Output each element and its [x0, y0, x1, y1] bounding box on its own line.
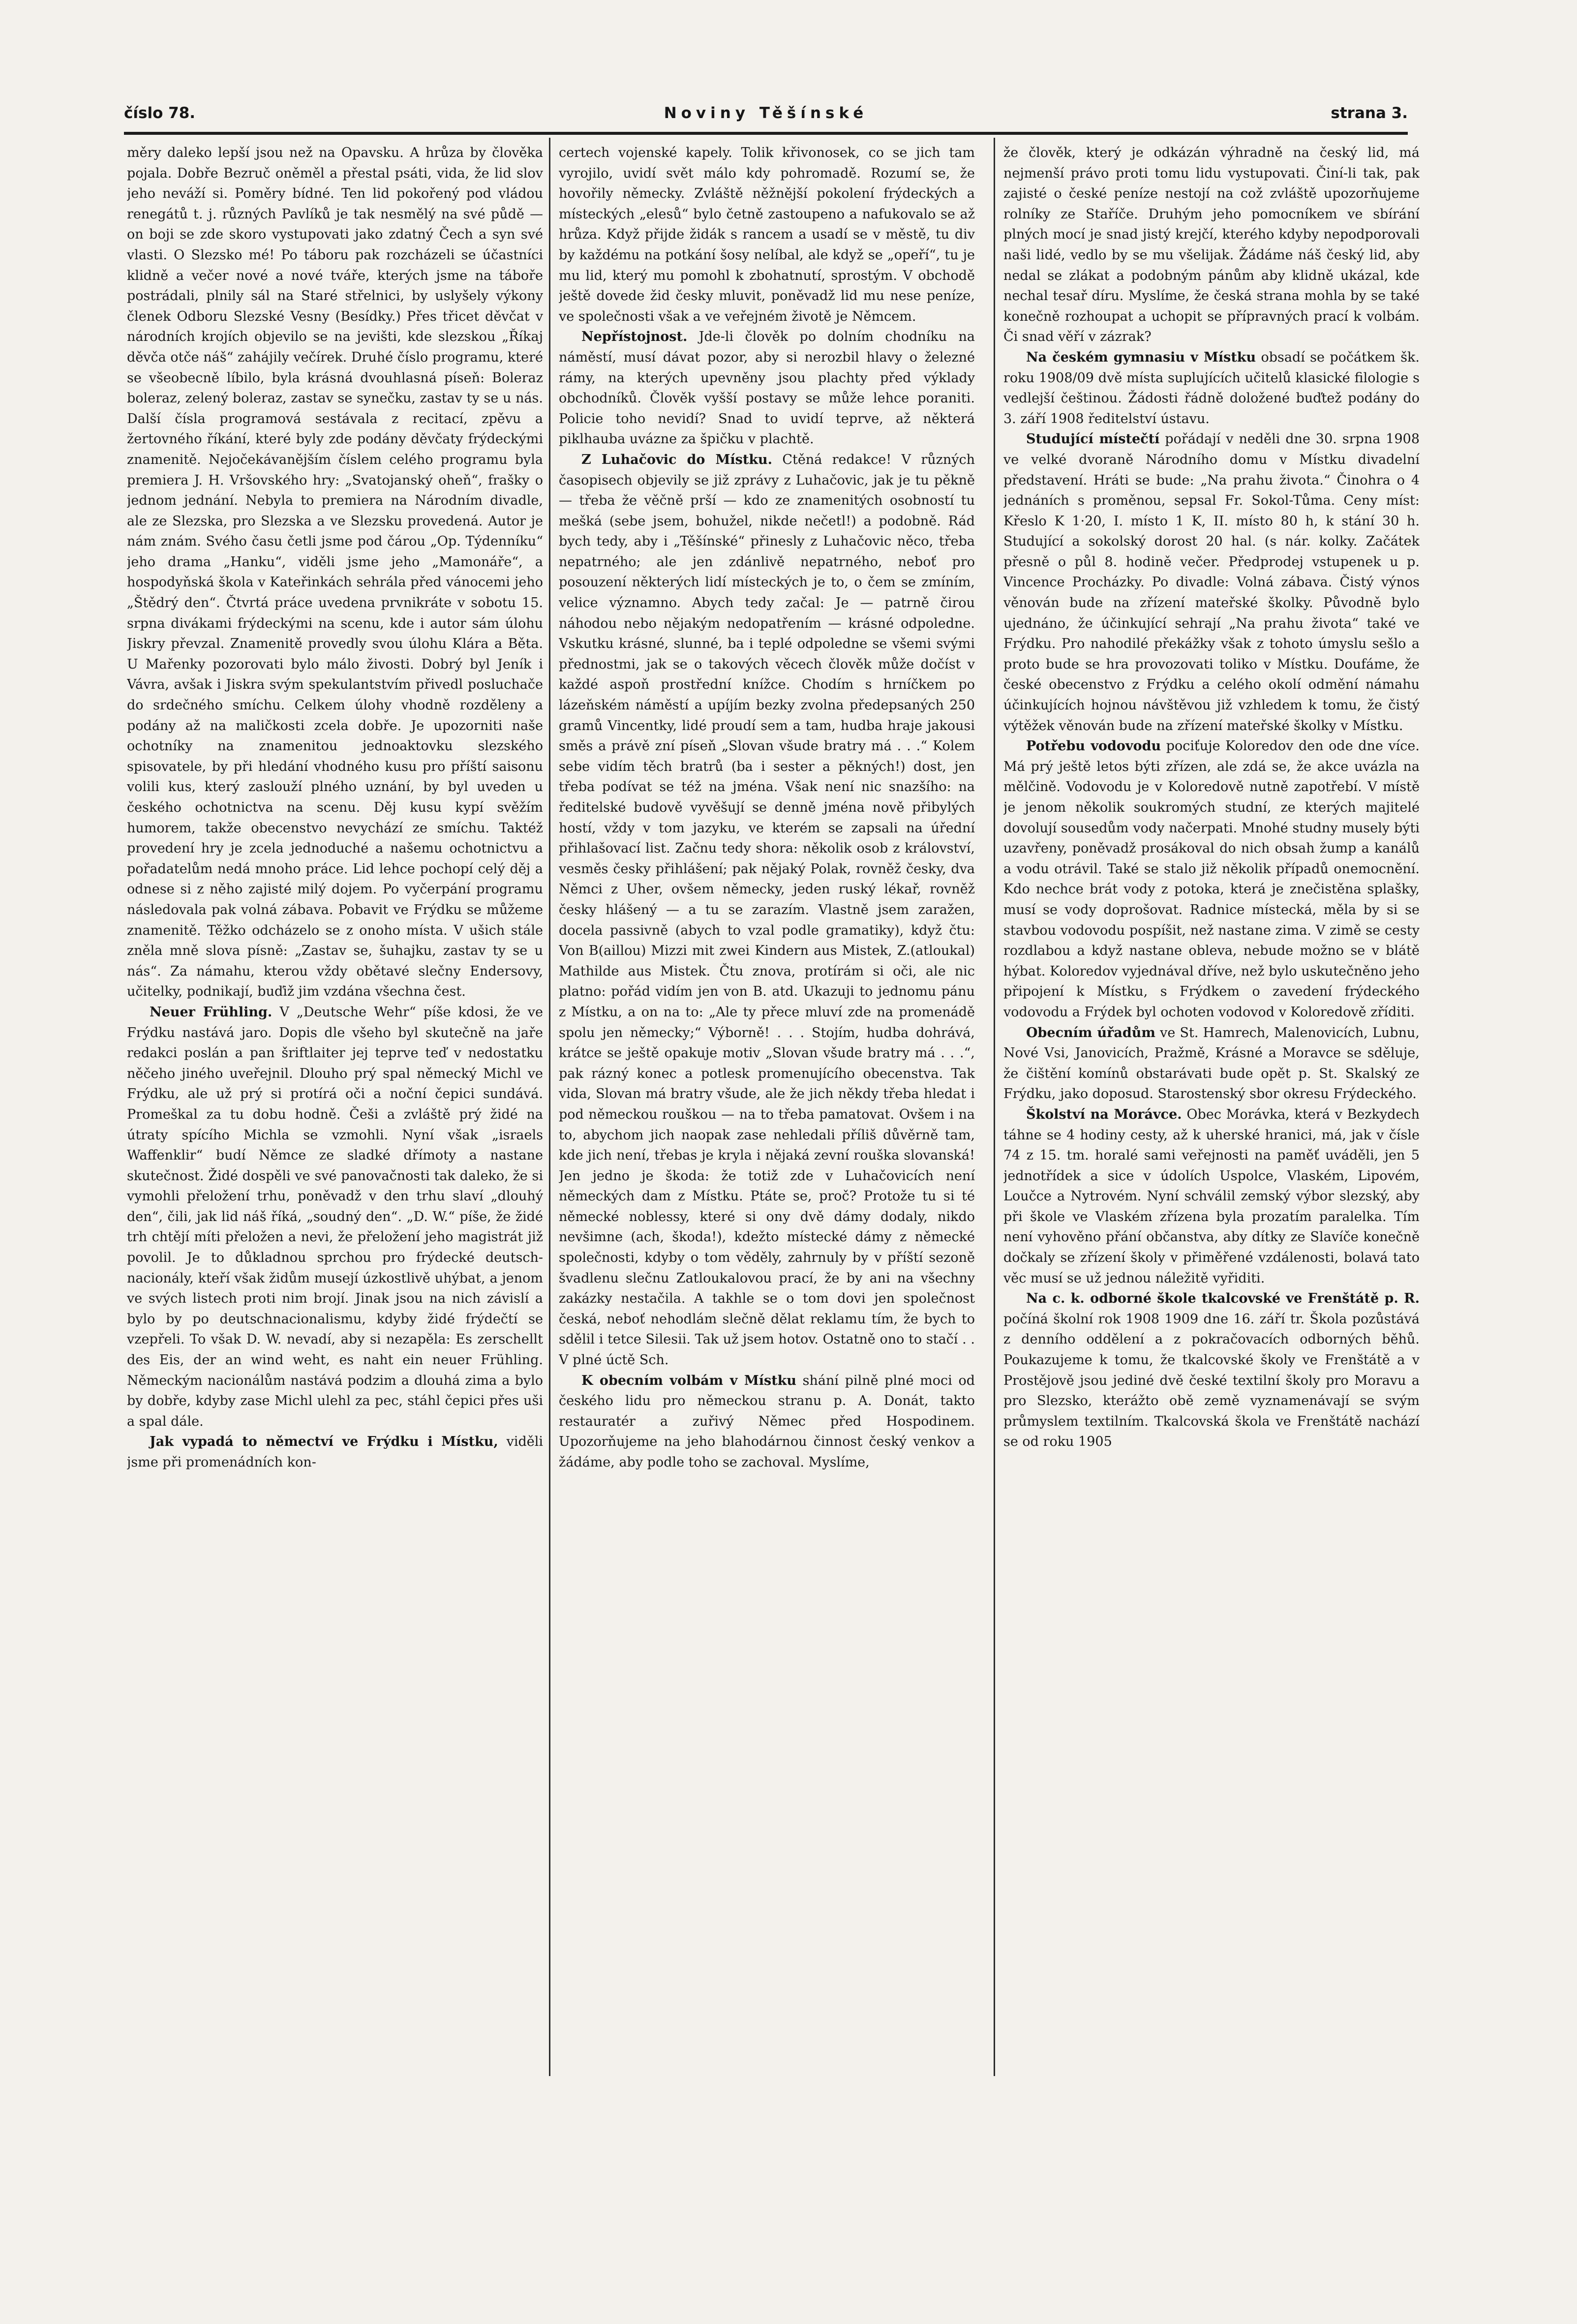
article-text: že člověk, který je odkázán výhradně na český lid, má nejmenší právo proti tomu lidu vystupovati. Činí-li tak, pak zajisté o české peníze nestojí na což zvláště upozorňujeme rolníky ze Staříče. Druhým jeho pomocníkem ve sbírání plných mocí je snad jistý krejčí, kterého kdyby nepodporovali naši lidé, vedlo by se mu všelijak. Žádáme náš český lid, aby nedal se zlákat a podobným pánům aby klidně ukázal, kde nechal tesař díru. Myslíme, že česká strana mohla by se také konečně rozhoupat a uchopit se přípravných prací k volbám. Či snad věří v zázrak? [1003, 145, 1420, 345]
article-headline: Na českém gymnasiu v Místku [1026, 349, 1256, 365]
article-headline: Na c. k. odborné škole tkalcovské ve Frenštátě p. R. [1026, 1291, 1420, 1307]
article-paragraph [1003, 1288, 1420, 1452]
article-paragraph [127, 1432, 543, 1472]
article-paragraph [127, 143, 543, 1002]
article-headline: Nepřístojnost. [581, 329, 688, 345]
column-divider [994, 138, 995, 2076]
column-divider [549, 138, 550, 2076]
article-text: Jde-li člověk po dolním chodníku na náměstí, musí dávat pozor, aby si nerozbil hlavy o železné rámy, na kterých upevněny jsou plachty před výklady obchodníků. Člověk vyšší postavy se může lehce poraniti. Policie toho nevidí? Snad to uvidí teprve, až některá piklhauba uvázne za špičku v plachtě. [559, 329, 975, 447]
article-text: pořádají v neděli dne 30. srpna 1908 ve velké dvoraně Národního domu v Místku divadelní představení. Hráti se bude: „Na prahu života.“ Činohra o 4 jednáních s proměnou, sepsal Fr. Sokol-Tůma. Ceny míst: Křeslo K 1·20, I. místo 1 K, II. místo 80 h, k stání 30 h. Studující a sokolský dorost 20 hal. (s nár. kolky. Začátek přesně o půl 8. hodině večer. Předprodej vstupenek u p. Vincence Procházky. Po divadle: Volná zábava. Čistý výnos věnován bude na zřízení mateřské školky. Původně bylo ujednáno, že účinkující sehrají „Na prahu života“ také ve Frýdku. Pro nahodilé překážky však z tohoto úmyslu sešlo a proto bude se hra provozovati toliko v Místku. Doufáme, že české obecenstvo z Frýdku a celého okolí odmění námahu účinkujících hojnou návštěvou již vzhledem k tomu, že čistý výtěžek věnován bude na zřízení mateřské školky v Místku. [1003, 431, 1420, 734]
article-headline: Studující místečtí [1026, 431, 1160, 447]
article-text: pociťuje Koloredov den ode dne více. Má prý ještě letos býti zřízen, ale zdá se, že akce uvázla na mělčině. Vodovodu je v Koloredově nutně zapotřebí. V místě je jenom několik soukromých studní, ze kterých majitelé dovolují sousedům vody načerpati. Mnohé studny musely býti uzavřeny, poněvadž prosákoval do nich obsah žump a kanálů a vodu otrávil. Také se stalo již několik případů onemocnění. Kdo nechce brát vody z potoka, která je znečistěna splašky, musí se vody doprošovat. Radnice místecká, měla by si se stavbou vodovodu pospíšit, než nastane zima. V zimě se cesty rozdlabou a když nastane obleva, nebude možno se v blátě hýbat. Koloredov vyjednával dříve, než bylo uskutečněno jeho připojení k Místku, s Frýdkem o zavedení frýdeckého vodovodu a Frýdek byl ochoten vodovod v Koloredově zříditi. [1003, 738, 1420, 1020]
article-text: viděli jsme při promenádních kon- [127, 1434, 543, 1470]
article-column-1 [127, 143, 543, 2120]
article-text: Ctěná redakce! V různých časopisech objevily se již zprávy z Luhačovic, jak je tu pěkně — třeba že věčně prší — kdo ze znamenitých osobností tu mešká (sebe jsem, bohužel, nikde nečetl!) a podobně. Rád bych tedy, aby i „Těšínské“ přinesly z Luhačovic něco, třeba nepatrného; ale jen zdánlivě nepatrného, neboť pro posouzení některých lidí místeckých je to, o čem se zmíním, velice významno. Abych tedy začal: Je — patrně čirou náhodou nebo nějakým nedopatřením — krásné odpoledne. Vskutku krásné, slunné, ba i teplé odpoledne se všemi svými přednostmi, jak se o takových věcech člověk může dočíst v každé aspoň prostřední knížce. Chodím s hrníčkem po lázeňském náměstí a upíjím bezky zvolna předepsaných 250 gramů Vincentky, lidé proudí sem a tam, hudba hraje jakousi směs a právě zní píseň „Slovan všude bratry má . . .“ Kolem sebe vidím těch bratrů (ba i sester a pěkných!) dost, jen třeba podívat se též na jména. Však není nic snazšího: na ředitelské budově vyvěšují se denně jména nově přibylých hostí, vždy v tom jazyku, ve kterém se zapsali na úřední přihlašovací list. Začnu tedy shora: několik osob z království, vesměs česky přihlášení; pak nějaký Polak, rovněž česky, dva Němci z Uher, ovšem německy, jeden ruský lékař, rovněž česky hlášený — a tu se zarazím. Vlastně jsem zaražen, docela passivně (abych to vzal podle gramatiky), když čtu: Von B(aillou) Mizzi mit zwei Kindern aus Mistek, Z.(atloukal) Mathilde aus Mistek. Čtu znova, protírám si oči, ale nic platno: pořád vidím jen von B. atd. Ukazuji to jednomu pánu z Místku, a on na to: „Ale ty přece mluví zde na promenádě spolu jen německy;“ Výborně! . . . Stojím, hudba dohrává, krátce se ještě opakuje motiv „Slovan všude bratry má . . .“, pak rázný konec a potlesk promenujícího obecenstva. Tak vida, Slovan má bratry všude, ale že jich někdy třeba hledat i pod německou rouškou — na to třeba pamatovat. Ovšem i na to, abychom jich naopak zase nehledali příliš důvěrně tam, kde jich není, třebas je kryla i nějaká zevní rouška slovanská! Jen jedno je škoda: že totiž zde v Luhačovicích není německých dam z Místku. Ptáte se, proč? Protože tu si té německé noblessy, které si ony dvě dámy dodaly, nikdo nevšimne (ach, škoda!), kdežto místecké dámy z německé společnosti, kdyby o tom věděly, zahrnuly by v příští sezoně švadlenu slečnu Zatloukalovou prací, že by ani na všechny zakázky nestačila. A takhle se o tom dovi jen společnost česká, neboť nehodlám slečně dělat reklamu tím, že bych to sdělil i tetce Silesii. Tak už jsem hotov. Ostatně ono to stačí . . V plné úctě Sch. [559, 452, 975, 1368]
article-paragraph [127, 1002, 543, 1432]
article-paragraph [1003, 1104, 1420, 1288]
article-text: certech vojenské kapely. Tolik křivonosek, co se jich tam vyrojilo, uvidí svět málo kdy pohromadě. Rozumí se, že hovořily německy. Zvláště něžnější pokolení frýdeckých a místeckých „elesů“ bylo četně zastoupeno a nafukovalo se až hrůza. Když přijde židák s rancem a usadí se v městě, tu div by každému na potkání šosy nelíbal, ale když se „opeří“, tu je mu lid, který mu pomohl k zbohatnutí, sprostým. V obchodě ještě dovede žid česky mluvit, poněvadž lid mu nese peníze, ve společnosti však a ve veřejném životě je Němcem. [559, 145, 975, 324]
article-column-3 [1003, 143, 1420, 2120]
article-paragraph [1003, 736, 1420, 1022]
article-headline: K obecním volbám v Místku [581, 1373, 797, 1388]
article-text: shání pilně plné moci od českého lidu pro německou stranu p. A. Donát, takto restauratér a zuřivý Němec před Hospodinem. Upozorňujeme na jeho blahodárnou činnost český venkov a žádáme, aby podle toho se zachoval. Myslíme, [559, 1373, 975, 1470]
page-number: strana 3. [1331, 104, 1408, 122]
article-headline: Neuer Frühling. [150, 1004, 273, 1020]
article-headline: Z Luhačovic do Místku. [581, 452, 773, 467]
article-paragraph [1003, 143, 1420, 347]
article-paragraph [1003, 347, 1420, 429]
newspaper-title: Noviny Těšínské [664, 104, 868, 122]
article-headline: Jak vypadá to němectví ve Frýdku i Místku, [150, 1434, 498, 1450]
article-paragraph [559, 143, 975, 327]
article-paragraph [1003, 1023, 1420, 1104]
article-text: ve St. Hamrech, Malenovicích, Lubnu, Nové Vsi, Janovicích, Pražmě, Krásné a Moravce se sděluje, že čištění komínů obstarávati bude opět p. St. Skalský ze Frýdku, jako doposud. Starostenský sbor okresu Frýdeckého. [1003, 1025, 1420, 1102]
article-paragraph [559, 327, 975, 450]
article-paragraph [559, 1371, 975, 1473]
article-headline: Školství na Morávce. [1026, 1106, 1182, 1122]
article-text: V „Deutsche Wehr“ píše kdosi, že ve Frýdku nastává jaro. Dopis dle všeho byl skutečně na jaře redakci poslán a pan šriftlaiter jej teprve teď v nedostatku něčeho jiného uveřejnil. Dlouho prý spal německý Michl ve Frýdku, ale už prý si protírá oči a noční čepici sundává. Promeškal za tu dobu hodně. Češi a zvláště prý židé na útraty spícího Michla se vzmohli. Nyní však „israels Waffenklir“ budí Němce ze sladké dřímoty a nastane skutečnost. Židé dospěli ve své panovačnosti tak daleko, že si vymohli přeložení trhu, poněvadž v den trhu slaví „dlouhý den“, čili, jak lid náš říká, „soudný den“. „D. W.“ píše, že židé trh chtějí míti přeložen a nevi, že přeložení jeho magistrát již povolil. Je to důkladnou sprchou pro frýdecké deutsch-nacionály, kteří však židům musejí úzkostlivě uhýbat, a jenom ve svých listech proti nim brojí. Jinak jsou na nich závislí a bylo by po deutschnacionalismu, kdyby židé frýdečtí se vzepřeli. To však D. W. nevadí, aby si nezapěla: Es zerschellt des Eis, der an wind weht, es naht ein neuer Frühling. Německým nacionálům nastává podzim a dlouhá zima a bylo by dobře, kdyby zase Michl ulehl za pec, stáhl čepici přes uši a spal dále. [127, 1004, 543, 1429]
page-header [124, 104, 1408, 130]
issue-number: číslo 78. [124, 104, 196, 122]
article-text: počíná školní rok 1908 1909 dne 16. září tr. Škola pozůstává z denního oddělení a z pokračovacích odborných běhů. Poukazujeme k tomu, že tkalcovské školy ve Frenštátě a v Prostějově jsou jediné dvě české textilní školy pro Moravu a pro Slezsko, kterážto obě země vyznamenávají se svým průmyslem textilním. Tkalcovská škola ve Frenštátě nachází se od roku 1905 [1003, 1311, 1420, 1450]
article-text: měry daleko lepší jsou než na Opavsku. A hrůza by člověka pojala. Dobře Bezruč oněměl a přestal psáti, vida, že lid slov jeho neváží si. Poměry bídné. Ten lid pokořený pod vládou renegátů t. j. různých Pavlíků je tak nesmělý na své půdě — on boji se zde skoro vystupovati jako zdatný Čech a syn své vlasti. O Slezsko mé! Po táboru pak rozcházeli se účastníci klidně a večer nové a nové tváře, kterých jsme na táboře postrádali, plnily sál na Staré střelnici, by uslyšely výkony členek Odboru Slezské Vesny (Besídky.) Přes třicet děvčat v národních krojích objevilo se na jevišti, kde slezskou „Říkaj děvča otče náš“ zahájily večírek. Druhé číslo programu, které se všeobecně líbilo, byla krásná dvouhlasná píseň: Boleraz boleraz, zelený boleraz, zastav se synečku, zastav ty se u nás. Další čísla programová sestávala z recitací, zpěvu a žertovného říkání, které byly zde podány děvčaty frýdeckými znamenitě. Nejočekávanějším číslem celého programu byla premiera J. H. Vršovského hry: „Svatojanský oheň“, frašky o jednom jednání. Nebyla to premiera na Národním divadle, ale ze Slezska, pro Slezska a ve Slezsku provedená. Autor je nám znám. Svého času četli jsme pod čárou „Op. Týdenníku“ jeho drama „Hanku“, viděli jsme jeho „Mamonáře“, a hospodyňská škola v Kateřinkách sehrála před vánocemi jeho „Štědrý den“. Čtvrtá práce uvedena prvnikráte v sobotu 15. srpna divákami frýdeckými na scenu, kde i autor sám úlohu Jiskry převzal. Znamenitě provedly svou úlohu Klára a Běta. U Mařenky pozorovati bylo málo živosti. Dobrý byl Jeník i Vávra, avšak i Jiskra svým spekulantstvím přivedl posluchače do srdečného smíchu. Celkem úlohy vhodně rozděleny a podány až na maličkosti zcela dobře. Je upozorniti naše ochotníky na znamenitou jednoaktovku slezského spisovatele, by při hledání vhodného kusu pro příští saisonu volili kus, který zaslouží plného uznání, by byl uveden u českého ochotnictva na scenu. Děj kusu kypí svěžím humorem, takže obecenstvo nevychází ze smíchu. Taktéž provedení hry je zcela jednoduché a našemu ochotnictvu a pořadatelům nedá mnoho práce. Lid lehce pochopí celý děj a odnese si z něho zajisté milý dojem. Po vyčerpání programu následovala pak volná zábava. Pobavit ve Frýdku se můžeme znamenitě. Těžko odcházelo se z onoho místa. V ušich stále zněla mně slova písně: „Zastav se, šuhajku, zastav ty se u nás“. Za námahu, kterou vždy obětavé slečny Endersovy, učitelky, podnikají, buďiž jim vzdána všechna čest. [127, 145, 543, 1000]
article-text: obsadí se počátkem šk. roku 1908/09 dvě místa suplujících učitelů klasické filologie s vedlejší češtinou. Žádosti řádně doložené buďtež podány do 3. září 1908 ředitelství ústavu. [1003, 349, 1420, 427]
article-headline: Potřebu vodovodu [1026, 738, 1161, 754]
header-rule [124, 132, 1408, 135]
article-headline: Obecním úřadům [1026, 1025, 1155, 1040]
article-paragraph [559, 450, 975, 1371]
article-text: Obec Morávka, která v Bezkydech táhne se 4 hodiny cesty, až k uherské hranici, má, jak v čísle 74 z 15. tm. horalé sami veřejnosti na paměť uváděli, jen 5 jednotřídek a sice v údolích Uspolce, Vlaském, Lipovém, Loučce a Nytrovém. Nyní schválil zemský výbor slezský, aby při škole ve Vlaském zřízena byla prozatím paralelka. Tím není vyhověno přání občanstva, aby dítky ze Slavíče konečně dočkaly se zřízení školy v přiměřené vzdálenosti, bolavá tato věc musí se už jednou náležitě vyřiditi. [1003, 1106, 1420, 1286]
article-paragraph [1003, 429, 1420, 736]
article-column-2 [559, 143, 975, 2120]
